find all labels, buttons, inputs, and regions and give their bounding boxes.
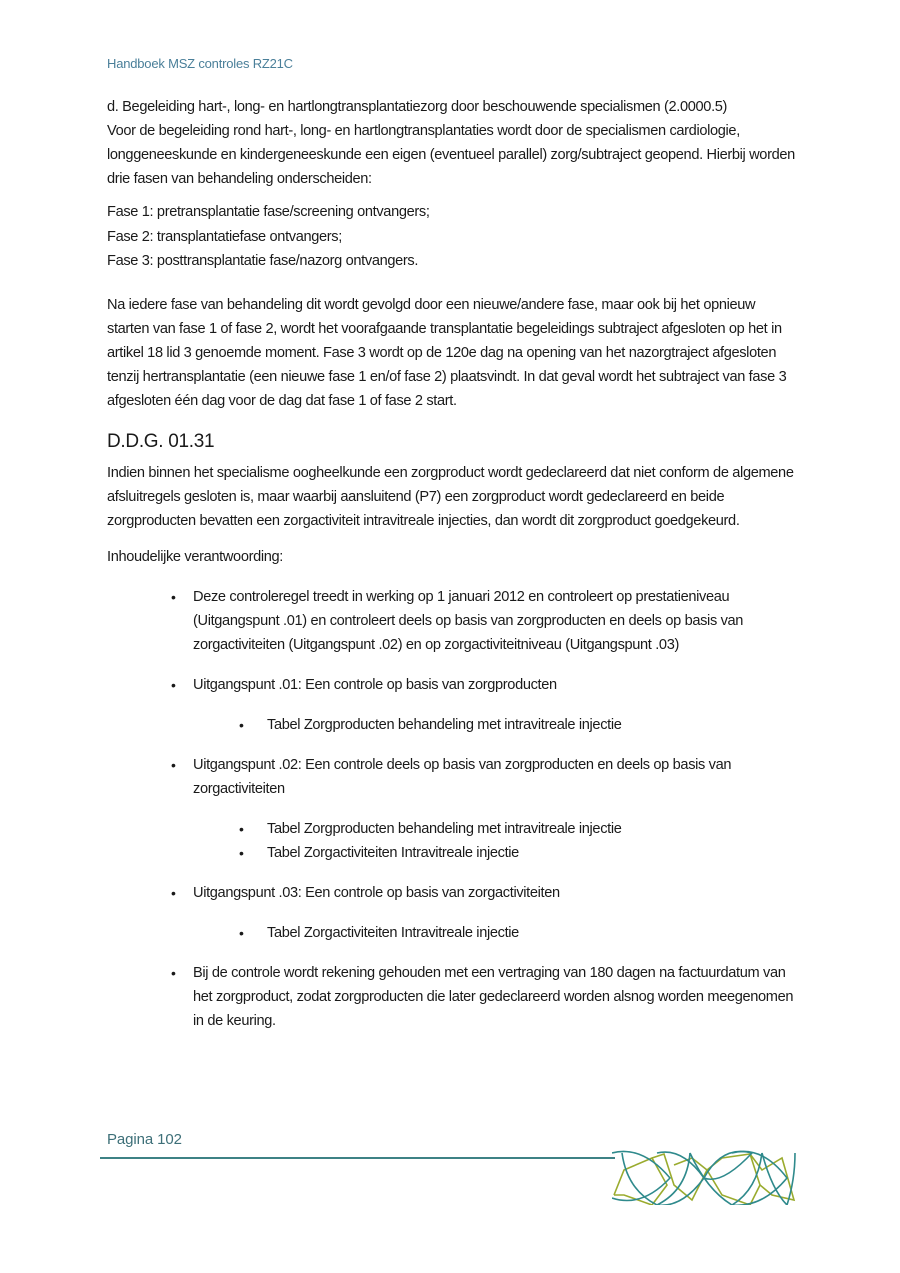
- sub-list-item: [107, 713, 797, 737]
- sub-list: [193, 713, 797, 737]
- section-d-phase-closing-paragraph: Na iedere fase van behandeling dit wordt gevolgd door een nieuwe/andere fase, maar ook bij het opnieuw starten van fase 1 of fase 2, wordt het voorafgaande transplantatie begeleidings subtraject afgesloten op het in artikel 18 lid 3 genoemde moment. Fase 3 wordt op de 120e dag na opening van het nazorgtraject afgesloten tenzij hertransplantatie (een nieuwe fase 1 en/of fase 2) plaatsvindt. In dat geval wordt het subtraject van fase 3 afgesloten één dag voor de dag dat fase 1 of fase 2 start.: [107, 296, 787, 409]
- document-body: [107, 95, 797, 1049]
- justification-list: [107, 585, 797, 1033]
- footer-divider: [100, 1157, 615, 1159]
- sub-list-item-text: Tabel Zorgactiviteiten Intravitreale injectie: [267, 844, 519, 861]
- bullet-icon: •: [171, 964, 176, 981]
- list-item: [107, 585, 797, 657]
- bullet-icon: •: [239, 924, 244, 941]
- page-number-label: Pagina 102: [107, 1131, 182, 1148]
- bullet-icon: •: [171, 588, 176, 605]
- running-header: Handboek MSZ controles RZ21C: [107, 56, 293, 71]
- sub-list-item: [107, 817, 797, 841]
- bullet-icon: •: [171, 884, 176, 901]
- bullet-icon: •: [239, 716, 244, 733]
- phase-item: Fase 3: posttransplantatie fase/nazorg ontvangers.: [107, 253, 419, 269]
- sub-list-item: [107, 841, 797, 865]
- list-item-text: Uitgangspunt .02: Een controle deels op basis van zorgproducten en deels op basis van zorgactiviteiten: [193, 756, 732, 797]
- sub-list-item-text: Tabel Zorgproducten behandeling met intravitreale injectie: [267, 716, 622, 733]
- bullet-icon: •: [171, 676, 176, 693]
- sub-list-item-text: Tabel Zorgactiviteiten Intravitreale injectie: [267, 924, 519, 941]
- sub-list-item-text: Tabel Zorgproducten behandeling met intravitreale injectie: [267, 820, 622, 837]
- phase-item: Fase 2: transplantatiefase ontvangers;: [107, 228, 342, 245]
- list-item: [107, 753, 797, 865]
- bullet-icon: •: [171, 756, 176, 773]
- sub-list-item: [107, 921, 797, 945]
- sub-list: [193, 817, 797, 865]
- section-d-intro: [107, 95, 797, 191]
- list-item-text: Uitgangspunt .01: Een controle op basis van zorgproducten: [193, 676, 557, 693]
- bullet-icon: •: [239, 844, 244, 861]
- justification-label: Inhoudelijke verantwoording:: [107, 548, 283, 565]
- list-item: [107, 961, 797, 1033]
- list-item: [107, 881, 797, 945]
- sub-list: [193, 921, 797, 945]
- list-item-text: Bij de controle wordt rekening gehouden met een vertraging van 180 dagen na factuurdatum van het zorgproduct, zodat zorgproducten die later gedeclareerd worden alsnog worden meegenomen in de keuring.: [193, 964, 794, 1029]
- phase-item: Fase 1: pretransplantatie fase/screening ontvangers;: [107, 204, 430, 220]
- list-item-text: Deze controleregel treedt in werking op 1 januari 2012 en controleert op prestatieniveau (Uitgangspunt .01) en controleert deels op basis van zorgproducten en deels op basis van zorgactiviteiten (Uitgangspunt .02) en op zorgactiviteitniveau (Uitgangspunt .03): [193, 588, 744, 653]
- list-item: [107, 673, 797, 737]
- list-item-text: Uitgangspunt .03: Een controle op basis van zorgactiviteiten: [193, 884, 560, 901]
- section-d-intro-text: Voor de begeleiding rond hart-, long- en hartlongtransplantaties wordt door de specialismen cardiologie, longgeneeskunde en kindergeneeskunde een eigen (eventueel parallel) zorg/subtraject geopend. Hierbij worden drie fasen van behandeling onderscheiden:: [107, 123, 795, 187]
- footer-logo-icon: [612, 1150, 797, 1205]
- logo-teal-arc: [704, 1151, 752, 1179]
- rule-description: Indien binnen het specialisme oogheelkunde een zorgproduct wordt gedeclareerd dat niet conform de algemene afsluitregels gesloten is, maar waarbij aansluitend (P7) een zorgproduct wordt gedeclareerd en beide zorgproducten bevatten een zorgactiviteit intravitreale injecties, dan wordt dit zorgproduct goedgekeurd.: [107, 464, 794, 529]
- bullet-icon: •: [239, 820, 244, 837]
- section-d-title: d. Begeleiding hart-, long- en hartlongtransplantatiezorg door beschouwende specialismen (2.0000.5): [107, 99, 728, 115]
- phase-list: [107, 200, 797, 274]
- rule-heading: D.D.G. 01.31: [107, 430, 215, 452]
